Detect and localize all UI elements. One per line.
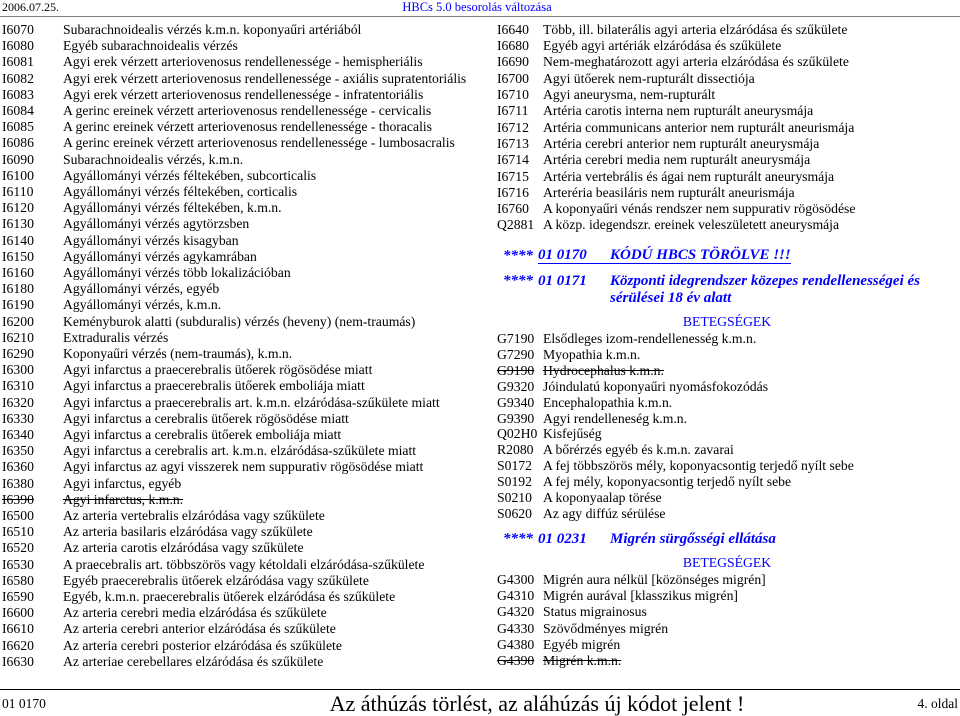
code-row — [2, 249, 466, 265]
code-description: Migrén aura nélkül [közönséges migrén] — [543, 571, 766, 587]
code-description: Az agy diffúz sérülése — [543, 505, 666, 521]
code-description: Egyéb subarachnoidealis vérzés — [63, 38, 238, 54]
code-row — [2, 314, 466, 330]
code: Q02H0 — [497, 426, 538, 442]
code-row — [497, 426, 854, 442]
code-row — [497, 22, 855, 38]
code: I6140 — [2, 232, 34, 248]
code-description: Agyi infarctus a praecerebralis ütőerek rögösödése miatt — [63, 362, 373, 378]
code: I6110 — [2, 183, 34, 199]
code: G9320 — [497, 378, 535, 394]
code-row — [2, 297, 466, 313]
code: I6085 — [2, 119, 34, 135]
code-description: Több, ill. bilaterális agyi arteria elzáródása és szűkülete — [543, 21, 848, 37]
code-description: Agyi rendelleneség k.m.n. — [543, 410, 688, 426]
code-description: Agyi infarctus, egyéb — [63, 475, 182, 491]
code-description: Agyállományi vérzés agytörzsben — [63, 216, 250, 232]
code-row — [2, 119, 466, 135]
code-row — [2, 265, 466, 281]
code: I6100 — [2, 167, 34, 183]
code-description: Az arteria basilaris elzáródása vagy szűkülete — [63, 524, 313, 540]
section-title — [610, 273, 920, 307]
diseases-heading: BETEGSÉGEK — [682, 314, 772, 329]
code-row — [497, 38, 855, 54]
code: G9340 — [497, 394, 535, 410]
code-description: Szövődményes migrén — [543, 620, 669, 636]
code: I6510 — [2, 524, 34, 540]
code-description: Kisfejűség — [543, 426, 602, 442]
code-row — [2, 492, 466, 508]
code-description: Artéria cerebri anterior nem rupturált aneurysmája — [543, 135, 820, 151]
code-row — [2, 411, 466, 427]
code: I6083 — [2, 86, 34, 102]
code: I6380 — [2, 475, 34, 491]
code-row — [2, 621, 466, 637]
code-row — [497, 152, 855, 168]
code-description: Agyi aneurysma, nem-rupturált — [543, 87, 716, 103]
code-row — [2, 573, 466, 589]
code: I6690 — [497, 54, 529, 70]
code-row — [2, 638, 466, 654]
code: I6520 — [2, 540, 34, 556]
code-description: Agyállományi vérzés féltekében, corticalis — [63, 183, 298, 199]
code-description: Egyéb praecerebralis ütőerek elzáródása vagy szűkülete — [63, 572, 369, 588]
code-row — [497, 506, 854, 522]
code-description: A gerinc ereinek vérzett arteriovenosus rendellenessége - lumbosacralis — [63, 135, 455, 151]
code-description: Hydrocephalus k.m.n. — [543, 362, 664, 378]
code-row — [2, 557, 466, 573]
code-description: Agyi erek vérzett arteriovenosus rendellenessége - hemispheriális — [63, 54, 423, 70]
code-row — [2, 152, 466, 168]
code: I6712 — [497, 119, 529, 135]
code: G7290 — [497, 346, 535, 362]
code: I6290 — [2, 345, 34, 361]
code-description: Keményburok alatti (subduralis) vérzés (heveny) (nem-traumás) — [63, 313, 416, 329]
section-code: 01 0171 — [538, 272, 587, 289]
code-description: A közp. idegendszr. ereinek veleszületett aneurysmája — [543, 217, 840, 233]
code: I6711 — [497, 103, 529, 119]
code-description: Artéria vertebrális és ágai nem rupturált aneurysmája — [543, 168, 835, 184]
code-description: Az arteria cerebri posterior elzáródása és szűkülete — [63, 637, 342, 653]
code-description: A bőrérzés egyéb és k.m.n. zavarai — [543, 442, 734, 458]
code-row — [2, 476, 466, 492]
code-row — [2, 233, 466, 249]
code-description: A gerinc ereinek vérzett arteriovenosus rendellenessége - thoracalis — [63, 119, 433, 135]
code: G4380 — [497, 636, 535, 652]
section-01-0171 — [503, 273, 920, 307]
code-row — [497, 120, 855, 136]
code-description: Agyi ütőerek nem-rupturált dissectiója — [543, 70, 755, 86]
code: I6713 — [497, 135, 529, 151]
code: G4310 — [497, 588, 535, 604]
code: S0192 — [497, 474, 532, 490]
code: I6530 — [2, 556, 34, 572]
code-row — [2, 346, 466, 362]
section-title-line: Központi idegrendszer közepes rendellenességei és — [610, 272, 920, 289]
code: I6080 — [2, 38, 34, 54]
code-row — [2, 459, 466, 475]
code: I6210 — [2, 329, 34, 345]
code: I6320 — [2, 394, 34, 410]
code: I6190 — [2, 297, 34, 313]
page-number: 4. oldal — [917, 696, 958, 711]
code-description: Extraduralis vérzés — [63, 329, 169, 345]
code: G4320 — [497, 604, 535, 620]
code: G4390 — [497, 652, 535, 668]
code-description: Migrén aurával [klasszikus migrén] — [543, 588, 738, 604]
code-description: Egyéb migrén — [543, 636, 621, 652]
diseases-heading: BETEGSÉGEK — [682, 555, 772, 570]
code-row — [2, 54, 466, 70]
code-row — [2, 524, 466, 540]
code-description: Subarachnoidealis vérzés, k.m.n. — [63, 151, 244, 167]
code-row — [2, 38, 466, 54]
code-row — [497, 621, 766, 637]
code-row — [2, 200, 466, 216]
code-row — [497, 588, 766, 604]
code: Q2881 — [497, 217, 535, 233]
section-title: Migrén sürgősségi ellátása — [610, 531, 776, 547]
code: S0172 — [497, 458, 532, 474]
code-row — [2, 395, 466, 411]
code-row — [2, 540, 466, 556]
section-0171-code-list — [497, 331, 854, 522]
code-row — [2, 87, 466, 103]
section-01-0170 — [503, 247, 791, 265]
code: I6700 — [497, 70, 529, 86]
code-row — [2, 589, 466, 605]
section-marker: **** — [503, 248, 533, 264]
code-row — [2, 330, 466, 346]
code: I6630 — [2, 653, 34, 669]
code-description: Elsődleges izom-rendellenesség k.m.n. — [543, 331, 757, 346]
code-row — [497, 87, 855, 103]
code-description: A fej többszörös mély, koponyacsontig terjedő nyílt sebe — [543, 458, 854, 474]
document-date: 2006.07.25. — [2, 0, 59, 14]
code-row — [497, 169, 855, 185]
code-description: Myopathia k.m.n. — [543, 346, 641, 362]
code-row — [497, 474, 854, 490]
code-row — [497, 572, 766, 588]
code-row — [497, 217, 855, 233]
code-description: Agyi infarctus az agyi visszerek nem suppurativ rögösödése miatt — [63, 459, 424, 475]
code-row — [497, 379, 854, 395]
code-row — [2, 216, 466, 232]
section-0231-code-list — [497, 572, 766, 669]
code-description: A gerinc ereinek vérzett arteriovenosus rendellenessége - cervicalis — [63, 102, 432, 118]
code-row — [497, 458, 854, 474]
code-row — [2, 443, 466, 459]
code-description: Egyéb agyi artériák elzáródása és szűkülete — [543, 38, 782, 54]
code-description: Agyállományi vérzés, egyéb — [63, 281, 220, 297]
code: I6715 — [497, 168, 529, 184]
code: I6680 — [497, 38, 529, 54]
code: I6084 — [2, 102, 34, 118]
left-code-list — [2, 22, 466, 670]
code: I6390 — [2, 491, 34, 507]
code-description: Az arteria vertebralis elzáródása vagy szűkülete — [63, 507, 325, 523]
code-row — [2, 378, 466, 394]
code-row — [497, 71, 855, 87]
footer-legend: Az áthúzás törlést, az aláhúzás új kódot jelent ! — [329, 691, 745, 716]
code-description: Agyállományi vérzés féltekében, k.m.n. — [63, 200, 282, 216]
code: I6716 — [497, 184, 529, 200]
code-row — [497, 136, 855, 152]
code-row — [497, 653, 766, 669]
code-description: Agyi erek vérzett arteriovenosus rendellenessége - infratentoriális — [63, 86, 424, 102]
code: I6120 — [2, 200, 34, 216]
code-description: Agyállományi vérzés több lokalizációban — [63, 264, 291, 280]
section-marker: **** — [503, 531, 533, 547]
code-row — [2, 362, 466, 378]
code: I6081 — [2, 54, 34, 70]
code-description: A koponyaűri vénás rendszer nem suppurativ rögösödése — [543, 201, 856, 217]
code-row — [497, 637, 766, 653]
code-row — [497, 201, 855, 217]
code: I6130 — [2, 216, 34, 232]
code: S0210 — [497, 490, 532, 506]
code-description: Migrén k.m.n. — [543, 652, 622, 668]
code-row — [497, 103, 855, 119]
code: I6360 — [2, 459, 34, 475]
right-code-list — [497, 22, 855, 234]
code-description: Agyi infarctus a cerebralis art. k.m.n. elzáródása-szűkülete miatt — [63, 443, 417, 459]
code: R2080 — [497, 442, 534, 458]
code-row — [497, 395, 854, 411]
code: G4330 — [497, 620, 535, 636]
code-row — [2, 508, 466, 524]
code: I6310 — [2, 378, 34, 394]
header-divider — [0, 16, 960, 17]
code-row — [497, 54, 855, 70]
code-description: Agyállományi vérzés féltekében, subcorticalis — [63, 167, 317, 183]
code: G4300 — [497, 571, 535, 587]
code-row — [2, 71, 466, 87]
code-row — [2, 427, 466, 443]
code-description: Az arteria cerebri media elzáródása és szűkülete — [63, 605, 327, 621]
code: I6340 — [2, 426, 34, 442]
code-row — [497, 347, 854, 363]
code: I6090 — [2, 151, 34, 167]
code-description: Az arteria cerebri anterior elzáródása és szűkülete — [63, 621, 336, 637]
code: G9190 — [497, 362, 535, 378]
code-description: Az arteria carotis elzáródása vagy szűkülete — [63, 540, 304, 556]
code-description: A praecebralis art. többszörös vagy kétoldali elzáródása-szűkülete — [63, 556, 425, 572]
code: I6200 — [2, 313, 34, 329]
code-row — [497, 363, 854, 379]
code-description: Agyállományi vérzés kisagyban — [63, 232, 239, 248]
code-description: Agyállományi vérzés, k.m.n. — [63, 297, 222, 313]
code-description: Agyi erek vérzett arteriovenosus rendellenessége - axiális supratentoriális — [63, 70, 467, 86]
code: I6600 — [2, 605, 34, 621]
code-row — [2, 103, 466, 119]
code: I6610 — [2, 621, 34, 637]
code: I6640 — [497, 21, 529, 37]
code-description: A koponyaalap törése — [543, 490, 662, 506]
footer-code: 01 0170 — [2, 696, 46, 711]
code-description: Az arteriae cerebellares elzáródása és szűkülete — [63, 653, 324, 669]
footer-divider — [0, 689, 960, 690]
section-underline — [538, 247, 791, 264]
code-row — [497, 490, 854, 506]
code: G9390 — [497, 410, 535, 426]
code-description: Subarachnoidealis vérzés k.m.n. koponyaűri artériából — [63, 21, 362, 37]
code-row — [497, 185, 855, 201]
code-description: Encephalopathia k.m.n. — [543, 394, 673, 410]
section-code: 01 0231 — [538, 531, 587, 547]
code: I6086 — [2, 135, 34, 151]
code: I6714 — [497, 152, 529, 168]
code: I6710 — [497, 87, 529, 103]
code: I6180 — [2, 281, 34, 297]
code-row — [497, 331, 854, 347]
code-row — [497, 604, 766, 620]
code: I6760 — [497, 201, 529, 217]
code-description: Agyi infarctus a praecerebralis ütőerek emboliája miatt — [63, 378, 365, 394]
code: I6330 — [2, 410, 34, 426]
code: G7190 — [497, 331, 535, 346]
code: I6500 — [2, 507, 34, 523]
code-description: Agyi infarctus a cerebralis ütőerek emboliája miatt — [63, 426, 342, 442]
code-description: Agyi infarctus, k.m.n. — [63, 491, 184, 507]
code-description: A fej mély, koponyacsontig terjedő nyílt sebe — [543, 474, 792, 490]
code-description: Koponyaűri vérzés (nem-traumás), k.m.n. — [63, 345, 293, 361]
code-row — [2, 605, 466, 621]
code: I6350 — [2, 443, 34, 459]
code-row — [2, 281, 466, 297]
code: I6300 — [2, 362, 34, 378]
section-title: KÓDÚ HBCS TÖRÖLVE !!! — [610, 247, 791, 263]
code-row — [2, 168, 466, 184]
section-marker: **** — [503, 272, 533, 289]
document-title: HBCs 5.0 besorolás változása — [402, 0, 552, 14]
code-description: Agyállományi vérzés agykamrában — [63, 248, 257, 264]
code: I6620 — [2, 637, 34, 653]
code-description: Egyéb, k.m.n. praecerebralis ütőerek elzáródása és szűkülete — [63, 589, 396, 604]
code: I6590 — [2, 589, 34, 604]
code: I6150 — [2, 248, 34, 264]
code-row — [497, 442, 854, 458]
code-row — [2, 654, 466, 670]
code-row — [2, 184, 466, 200]
code-description: Arteréria beasiláris nem rupturált aneurismája — [543, 184, 795, 200]
code: I6082 — [2, 70, 34, 86]
code-row — [2, 135, 466, 151]
code-description: Artéria communicans anterior nem rupturált aneurismája — [543, 119, 855, 135]
code-description: Nem-meghatározott agyi arteria elzáródása és szűkülete — [543, 54, 849, 70]
code-description: Status migrainosus — [543, 604, 647, 620]
section-01-0231 — [503, 530, 776, 548]
code-description: Jóindulatú koponyaűri nyomásfokozódás — [543, 378, 769, 394]
code-row — [2, 22, 466, 38]
code: S0620 — [497, 505, 532, 521]
code: I6580 — [2, 572, 34, 588]
code-description: Artéria cerebri media nem rupturált aneurysmája — [543, 152, 811, 168]
section-title-line: sérülései 18 év alatt — [610, 289, 732, 306]
code-description: Agyi infarctus a praecerebralis art. k.m.n. elzáródása-szűkülete miatt — [63, 394, 440, 410]
code-description: Artéria carotis interna nem rupturált aneurysmája — [543, 103, 814, 119]
code: I6160 — [2, 264, 34, 280]
code: I6070 — [2, 21, 34, 37]
section-code: 01 0170 — [538, 247, 587, 263]
code-row — [497, 411, 854, 427]
code-description: Agyi infarctus a cerebralis ütőerek rögösödése miatt — [63, 410, 349, 426]
